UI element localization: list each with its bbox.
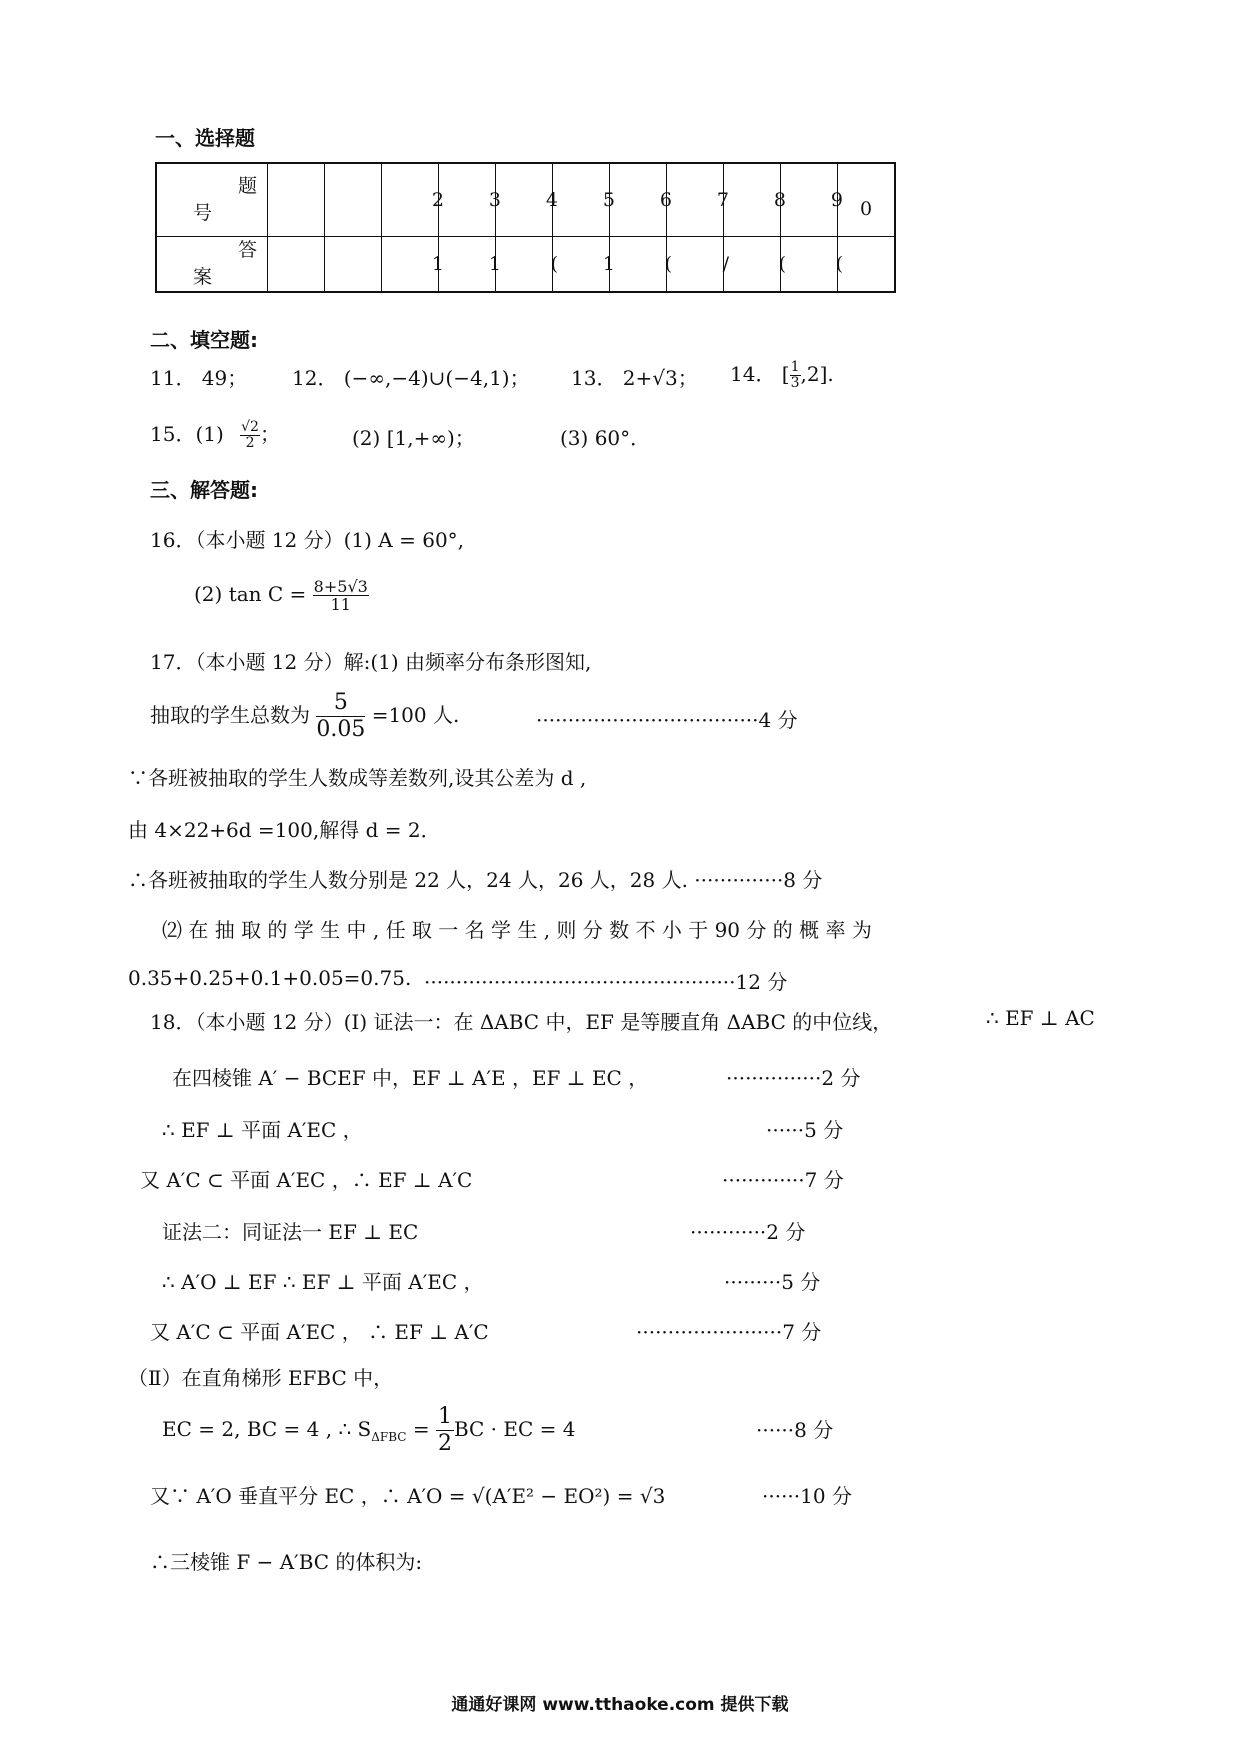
row-header-number: 题 号 [156,163,268,237]
q18-score-10: ······10 分 [762,1484,852,1508]
q18-line-6: ∴ A′O ⊥ EF ∴ EF ⊥ 平面 A′EC ， [162,1270,484,1294]
table-cell: ( [724,237,781,293]
table-cell: 7 [667,163,724,237]
q18-score-7a: ·············7 分 [722,1168,844,1192]
q18-score-8: ······8 分 [756,1418,834,1442]
table-cell: 5 [553,163,610,237]
row-header-answer: 答 案 [156,237,268,293]
q18-line-3: ∴ EF ⊥ 平面 A′EC ， [162,1118,363,1142]
table-cell [325,163,382,237]
table-cell: 0 [838,163,896,237]
table-cell [268,163,325,237]
section-solution-title: 三、解答题: [150,478,258,502]
table-cell: 8 [724,163,781,237]
q16-line-1: 16．（本小题 12 分）(1) A = 60°, [150,528,465,552]
q18-line-7: 又 A′C ⊂ 平面 A′EC ， ∴ EF ⊥ A′C [150,1320,489,1344]
answer-13: 13． 2+√3； [571,366,698,390]
q18-score-2b: ············2 分 [690,1220,806,1244]
footer-credit: 通通好课网 www.tthaoke.com 提供下载 [451,1695,789,1715]
q18-line-8: （Ⅱ）在直角梯形 EFBC 中， [128,1366,394,1390]
q18-score-7b: ·······················7 分 [636,1320,822,1344]
q18-score-2a: ···············2 分 [726,1066,861,1090]
q18-line-9: EC = 2, BC = 4 , ∴ $S_{\Delta FBC}$ = $\frac{1}{2}$ BC · EC = 4 [162,1404,576,1456]
table-cell: 3 [439,163,496,237]
answer-12: 12． (−∞,−4)∪(−4,1)； [292,366,530,390]
q18-line-10: 又∵ A′O 垂直平分 EC ，∴ A′O = √(A′E² − EO²) = √3 [150,1484,666,1508]
q17-line-4: 由 4×22+6d =100,解得 d = 2． [128,818,441,842]
table-cell: 2 [382,163,439,237]
table-row [156,163,895,237]
answer-15-2: (2) [1,+∞)； [352,426,475,450]
q18-line-4: 又 A′C ⊂ 平面 A′EC ，∴ EF ⊥ A′C [140,1168,473,1192]
table-cell: 6 [610,163,667,237]
q17-line-3: ∵各班被抽取的学生人数成等差数列,设其公差为 d , [128,766,587,790]
table-cell: ( [781,237,838,293]
answer-table [155,162,896,293]
table-cell: 1 [439,237,496,293]
table-cell [325,237,382,293]
q18-line-1b: ∴ EF ⊥ AC [986,1006,1095,1030]
table-cell: 9 [781,163,838,237]
q18-line-2: 在四棱锥 A′ − BCEF 中，EF ⊥ A′E ，EF ⊥ EC ， [172,1066,649,1090]
table-cell: 1 [553,237,610,293]
q17-score-4: ···································4 分 [536,708,798,732]
table-cell: 1 [382,237,439,293]
q18-score-5a: ······5 分 [766,1118,844,1142]
section-fill-title: 二、填空题: [150,328,258,352]
answer-14: 14． [ $\frac{1}{3}$ ,2]. [730,359,834,391]
q17-line-1: 17．（本小题 12 分）解:(1) 由频率分布条形图知, [150,650,592,674]
q18-line-11: ∴三棱锥 F − A′BC 的体积为: [150,1550,423,1574]
q17-line-5: ∴各班被抽取的学生人数分别是 22 人，24 人，26 人，28 人. ··············8 分 [128,868,823,892]
q17-line-2: 抽取的学生总数为 $\frac{5}{0.05}$ =100 人. [150,690,460,742]
q17-line-7: 0.35+0.25+0.1+0.05=0.75. [128,966,412,990]
q18-line-5: 证法二：同证法一 EF ⊥ EC [162,1220,419,1244]
table-cell [268,237,325,293]
section-choice-title: 一、选择题 [155,126,255,150]
table-cell: / [667,237,724,293]
q17-score-12: ·················································12 分 [424,970,788,994]
table-cell: 4 [496,163,553,237]
q18-line-1: 18．（本小题 12 分）(Ⅰ) 证法一：在 ΔABC 中，EF 是等腰直角 ΔABC 的中位线， [150,1010,893,1034]
q17-line-6: ⑵ 在 抽 取 的 学 生 中 , 任 取 一 名 学 生 , 则 分 数 不 小 于 90 分 的 概 率 为 [162,918,872,942]
table-cell: ( [496,237,553,293]
answer-15-3: (3) 60°． [560,426,651,450]
table-cell [838,237,896,293]
q18-score-5b: ·········5 分 [724,1270,821,1294]
table-cell: ( [610,237,667,293]
answer-11: 11． 49； [150,366,248,390]
answer-15-1: 15．(1) $\frac{√2}{2}$ ； [150,419,280,451]
table-row [156,237,895,293]
q16-line-2: (2) tan C = $\frac{8+5√3}{11}$ [194,577,368,614]
